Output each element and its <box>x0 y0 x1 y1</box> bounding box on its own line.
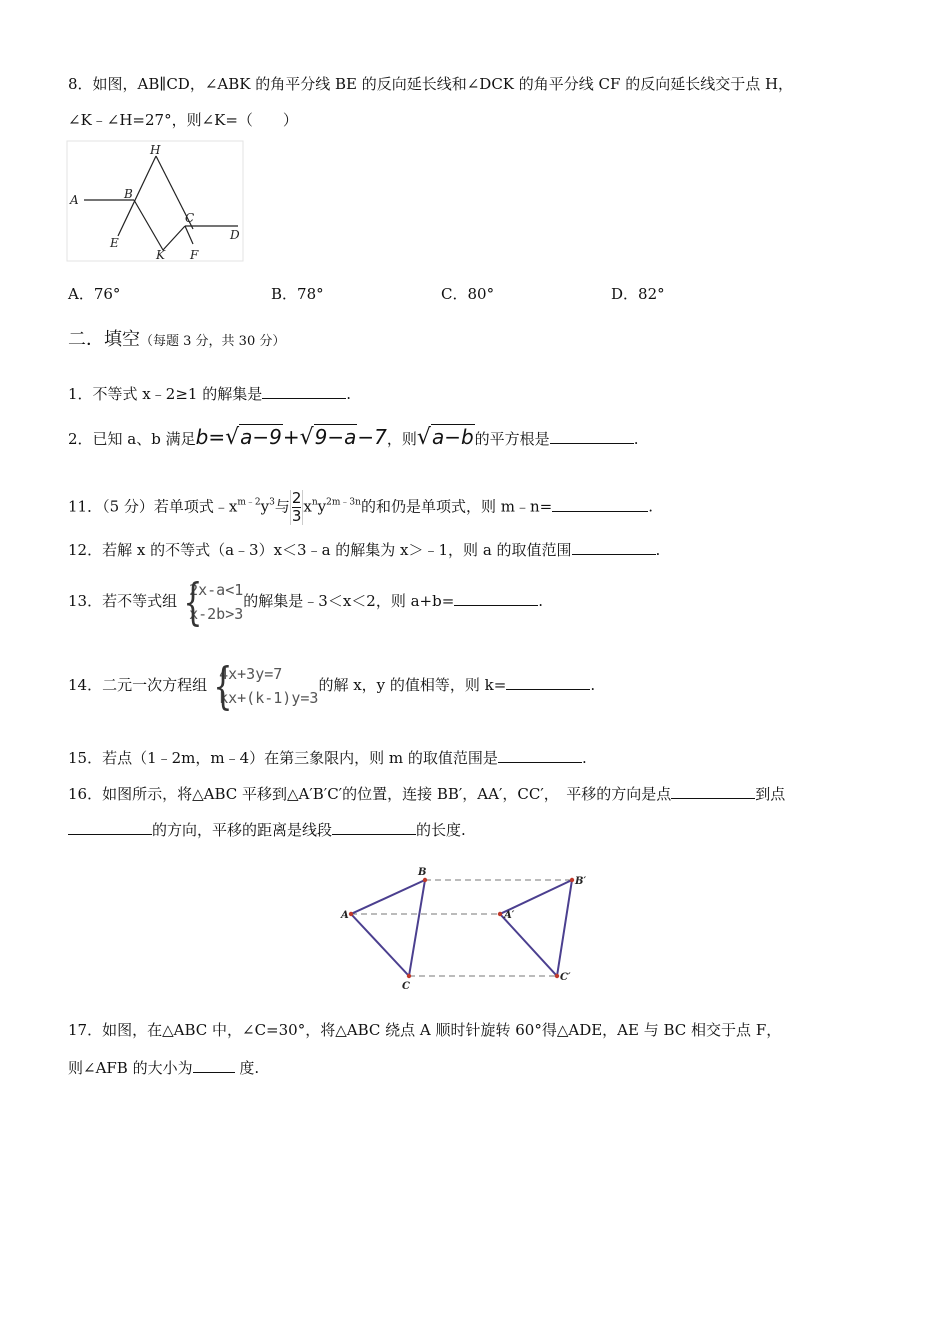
var-x: x <box>303 497 312 516</box>
label-e: E <box>110 236 119 250</box>
label-c: C <box>185 211 195 225</box>
q8-line1: 8．如图，AB∥CD，∠ABK 的角平分线 BE 的反向延长线和∠DCK 的角平分线 CF 的反向延长线交于点 H， <box>68 75 794 93</box>
answer-blank[interactable] <box>506 675 590 690</box>
label-a: A <box>70 193 79 207</box>
problem-16-text2: 到点 <box>755 785 786 803</box>
period: . <box>538 592 544 610</box>
plus-sign: + <box>282 425 300 449</box>
section-note: （每题 3 分，共 30 分） <box>140 334 286 349</box>
answer-blank[interactable] <box>552 497 648 512</box>
exp-3: n <box>311 497 318 508</box>
sqrt-1: √a−9 <box>225 425 282 450</box>
var-y2: y <box>317 497 327 516</box>
problem-13 <box>68 573 880 631</box>
label-c-prime: C′ <box>560 972 571 983</box>
problem-11-prefix: 11．（5 分）若单项式﹣x <box>68 497 238 516</box>
exp-4: 2m﹣3n <box>326 497 361 508</box>
problem-15 <box>68 748 880 768</box>
problem-17-suffix: 度. <box>234 1059 260 1077</box>
problem-16-text1: 16．如图所示，将△ABC 平移到△A′B′C′的位置，连接 BB′，AA′，CC′， 平移的方向是点 <box>68 785 672 803</box>
answer-blank[interactable] <box>332 820 416 835</box>
problem-2-suffix: 的平方根是 <box>474 430 550 448</box>
problem-16-line1 <box>68 784 880 804</box>
problem-13-suffix: 的解集是﹣3＜x＜2，则 a+b= <box>243 592 455 610</box>
section-heading <box>68 330 880 352</box>
sqrt-3: √a−b <box>416 425 474 450</box>
triangle-abc <box>351 880 425 976</box>
line-kc <box>163 226 185 250</box>
label-a-prime: A′ <box>504 910 515 921</box>
exp-1: m﹣2 <box>237 497 261 508</box>
problem-17-line2 <box>68 1058 880 1078</box>
problem-12-text: 12．若解 x 的不等式（a﹣3）x＜3﹣a 的解集为 x＞﹣1，则 a 的取值范围 <box>68 541 572 559</box>
label-b: B <box>418 867 427 878</box>
problem-2-mid: ，则 <box>386 430 417 448</box>
option-a: A．76° <box>68 285 121 303</box>
minus-seven: −7 <box>357 425 387 449</box>
problem-11 <box>68 490 880 525</box>
label-f: F <box>190 248 199 262</box>
answer-blank[interactable] <box>671 784 755 799</box>
label-b: B <box>124 187 133 201</box>
problem-2-prefix: 2．已知 a、b 满足 <box>68 430 196 448</box>
problem-16-text3: 的方向，平移的距离是线段 <box>152 821 333 839</box>
label-h: H <box>150 143 161 157</box>
option-c: C．80° <box>441 285 495 303</box>
equation-system: { 4x+3y=7 kx+(k-1)y=3 <box>213 657 319 715</box>
option-b: B．78° <box>271 285 324 303</box>
label-k: K <box>156 248 165 262</box>
label-b-prime: B′ <box>575 876 587 887</box>
problem-17-line1: 17．如图，在△ABC 中，∠C=30°，将△ABC 绕点 A 顺时针旋转 60°得△ADE，AE 与 BC 相交于点 F， <box>68 1021 782 1039</box>
answer-blank[interactable] <box>193 1058 235 1073</box>
option-d: D．82° <box>611 285 665 303</box>
period: . <box>655 541 661 559</box>
conj-yu: 与 <box>274 497 290 516</box>
period: . <box>581 749 587 767</box>
translation-figure <box>336 862 596 994</box>
exp-2: 3 <box>269 497 275 508</box>
period: . <box>346 385 351 403</box>
answer-blank[interactable] <box>572 540 656 555</box>
triangle-a2b2c2 <box>500 880 572 976</box>
inequality-system: { 2x-a<1 x-2b>3 <box>183 573 244 631</box>
answer-blank[interactable] <box>68 820 152 835</box>
answer-blank[interactable] <box>550 429 634 444</box>
answer-blank[interactable] <box>498 748 582 763</box>
problem-1-text: 1．不等式 x﹣2≥1 的解集是 <box>68 385 263 403</box>
q8-figure <box>66 140 246 264</box>
label-a: A <box>341 910 349 921</box>
label-d: D <box>230 228 240 242</box>
answer-blank[interactable] <box>262 384 346 399</box>
problem-16-text4: 的长度. <box>416 821 466 839</box>
period: . <box>590 676 596 694</box>
problem-14-prefix: 14．二元一次方程组 <box>68 676 208 694</box>
line-bk <box>134 200 163 250</box>
label-c: C <box>402 981 410 992</box>
fraction: $\frac{2}{3}$ <box>291 489 302 525</box>
problem-11-suffix: 的和仍是单项式，则 m﹣n= <box>360 497 553 516</box>
q8-line2: ∠K﹣∠H=27°，则∠K=（ ） <box>68 111 298 129</box>
problem-2 <box>68 424 880 452</box>
section-title: 二．填空 <box>68 329 140 350</box>
problem-15-text: 15．若点（1﹣2m，m﹣4）在第三象限内，则 m 的取值范围是 <box>68 749 498 767</box>
problem-17-text: 则∠AFB 的大小为 <box>68 1059 193 1077</box>
period: . <box>633 430 639 448</box>
var-y: y <box>260 497 270 516</box>
problem-13-prefix: 13．若不等式组 <box>68 592 178 610</box>
problem-14-suffix: 的解 x，y 的值相等，则 k= <box>318 676 507 694</box>
sqrt-2: √9−a <box>299 425 357 450</box>
period: . <box>648 497 653 516</box>
problem-16-line2 <box>68 820 880 840</box>
answer-blank[interactable] <box>454 591 538 606</box>
problem-12 <box>68 540 880 560</box>
eq-b: b= <box>195 425 226 449</box>
problem-14 <box>68 657 880 715</box>
line-cf <box>185 226 193 244</box>
problem-1 <box>68 384 880 404</box>
